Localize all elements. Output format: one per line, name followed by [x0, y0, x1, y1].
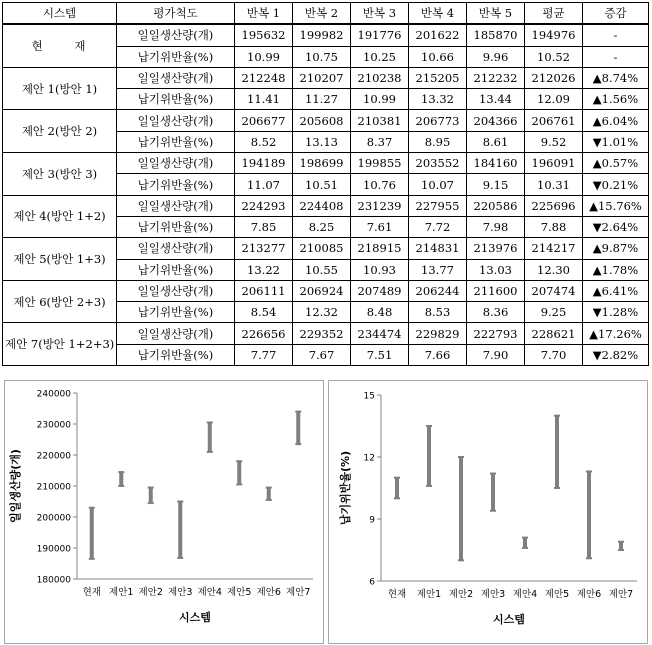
header-cell: 반복 3: [351, 3, 409, 25]
change-cell: ▲9.87%: [583, 238, 649, 259]
x-tick-label: 제안5: [227, 587, 252, 598]
change-cell: ▲17.26%: [583, 323, 649, 344]
value-cell: 10.99: [235, 46, 293, 67]
value-cell: 11.41: [235, 89, 293, 110]
value-cell: 10.99: [351, 89, 409, 110]
metric-cell: 납기위반율(%): [117, 216, 235, 237]
change-cell: ▲8.74%: [583, 67, 649, 88]
value-cell: 206773: [409, 110, 467, 131]
value-cell: 7.77: [235, 344, 293, 365]
value-cell: 234474: [351, 323, 409, 344]
value-cell: 7.66: [409, 344, 467, 365]
value-cell: 222793: [467, 323, 525, 344]
value-cell: 224293: [235, 195, 293, 216]
value-cell: 207489: [351, 280, 409, 301]
y-tick-label: 240000: [36, 389, 71, 400]
value-cell: 7.70: [525, 344, 583, 365]
header-cell: 반복 1: [235, 3, 293, 25]
value-cell: 226656: [235, 323, 293, 344]
table-row: [3, 110, 649, 131]
value-cell: 11.07: [235, 174, 293, 195]
value-cell: 8.54: [235, 302, 293, 323]
metric-cell: 납기위반율(%): [117, 344, 235, 365]
x-tick-label: 제안6: [576, 589, 602, 600]
x-tick-label: 제안7: [608, 589, 634, 600]
x-tick-label: 제안1: [109, 587, 134, 598]
value-cell: 10.75: [293, 46, 351, 67]
change-cell: ▲0.57%: [583, 153, 649, 174]
change-cell: -: [583, 46, 649, 67]
value-cell: 10.31: [525, 174, 583, 195]
value-cell: 210207: [293, 67, 351, 88]
value-cell: 206677: [235, 110, 293, 131]
change-cell: ▼2.82%: [583, 344, 649, 365]
value-cell: 231239: [351, 195, 409, 216]
value-cell: 194189: [235, 153, 293, 174]
metric-cell: 일일생산량(개): [117, 67, 235, 88]
y-tick-label: 210000: [36, 482, 71, 493]
value-cell: 212232: [467, 67, 525, 88]
y-tick-label: 180000: [36, 575, 71, 586]
value-cell: 13.22: [235, 259, 293, 280]
value-cell: 8.48: [351, 302, 409, 323]
value-cell: 11.27: [293, 89, 351, 110]
value-cell: 225696: [525, 195, 583, 216]
y-tick-label: 200000: [36, 513, 71, 524]
value-cell: 10.52: [525, 46, 583, 67]
value-cell: 184160: [467, 153, 525, 174]
x-tick-label: 제안6: [256, 587, 281, 598]
metric-cell: 납기위반율(%): [117, 131, 235, 152]
table-row: [3, 153, 649, 174]
value-cell: 8.36: [467, 302, 525, 323]
value-cell: 212026: [525, 67, 583, 88]
header-cell: 평가척도: [117, 3, 235, 25]
y-tick-label: 12: [363, 453, 375, 464]
x-tick-label: 제안4: [512, 589, 538, 600]
table-row: [3, 238, 649, 259]
y-tick-label: 230000: [36, 420, 71, 431]
y-tick-label: 9: [369, 515, 375, 526]
value-cell: 206761: [525, 110, 583, 131]
value-cell: 13.32: [409, 89, 467, 110]
value-cell: 7.72: [409, 216, 467, 237]
change-cell: ▲1.78%: [583, 259, 649, 280]
x-tick-label: 제안1: [416, 589, 442, 600]
y-axis-label: 납기위반율(%): [339, 450, 352, 526]
value-cell: 191776: [351, 24, 409, 46]
x-tick-label: 제안2: [138, 587, 163, 598]
value-cell: 8.53: [409, 302, 467, 323]
value-cell: 215205: [409, 67, 467, 88]
violation-chart-svg: [329, 381, 647, 643]
metric-cell: 납기위반율(%): [117, 89, 235, 110]
value-cell: 13.44: [467, 89, 525, 110]
value-cell: 10.66: [409, 46, 467, 67]
system-name-cell: 제안 1(방안 1): [3, 67, 117, 110]
value-cell: 12.32: [293, 302, 351, 323]
change-cell: ▼1.28%: [583, 302, 649, 323]
value-cell: 218915: [351, 238, 409, 259]
metric-cell: 일일생산량(개): [117, 110, 235, 131]
value-cell: 8.37: [351, 131, 409, 152]
value-cell: 228621: [525, 323, 583, 344]
value-cell: 213976: [467, 238, 525, 259]
x-tick-label: 현재: [387, 589, 407, 600]
value-cell: 10.07: [409, 174, 467, 195]
x-tick-label: 제안3: [480, 589, 506, 600]
value-cell: 7.61: [351, 216, 409, 237]
system-name-cell: 제안 4(방안 1+2): [3, 195, 117, 238]
y-axis-label: 일일생산량(개): [9, 449, 22, 523]
metric-cell: 납기위반율(%): [117, 302, 235, 323]
x-tick-label: 제안7: [286, 587, 311, 598]
value-cell: 8.61: [467, 131, 525, 152]
value-cell: 198699: [293, 153, 351, 174]
y-tick-label: 15: [363, 391, 375, 402]
metric-cell: 일일생산량(개): [117, 323, 235, 344]
header-cell: 평균: [525, 3, 583, 25]
value-cell: 7.98: [467, 216, 525, 237]
value-cell: 8.52: [235, 131, 293, 152]
system-name-cell: 제안 3(방안 3): [3, 153, 117, 196]
value-cell: 9.52: [525, 131, 583, 152]
value-cell: 194976: [525, 24, 583, 46]
header-cell: 증감: [583, 3, 649, 25]
value-cell: 210238: [351, 67, 409, 88]
value-cell: 7.88: [525, 216, 583, 237]
value-cell: 13.77: [409, 259, 467, 280]
value-cell: 206111: [235, 280, 293, 301]
value-cell: 214217: [525, 238, 583, 259]
table-row: [3, 323, 649, 344]
y-tick-label: 190000: [36, 544, 71, 555]
value-cell: 210381: [351, 110, 409, 131]
value-cell: 206924: [293, 280, 351, 301]
value-cell: 220586: [467, 195, 525, 216]
header-cell: 시스템: [3, 3, 117, 25]
x-tick-label: 제안2: [448, 589, 474, 600]
metric-cell: 납기위반율(%): [117, 46, 235, 67]
value-cell: 12.30: [525, 259, 583, 280]
change-cell: ▼1.01%: [583, 131, 649, 152]
change-cell: ▲1.56%: [583, 89, 649, 110]
value-cell: 229829: [409, 323, 467, 344]
value-cell: 204366: [467, 110, 525, 131]
value-cell: 213277: [235, 238, 293, 259]
value-cell: 10.76: [351, 174, 409, 195]
value-cell: 185870: [467, 24, 525, 46]
system-name-cell: 제안 5(방안 1+3): [3, 238, 117, 281]
change-cell: ▼0.21%: [583, 174, 649, 195]
x-tick-label: 제안3: [168, 587, 193, 598]
change-cell: -: [583, 24, 649, 46]
metric-cell: 일일생산량(개): [117, 24, 235, 46]
value-cell: 7.85: [235, 216, 293, 237]
change-cell: ▼2.64%: [583, 216, 649, 237]
value-cell: 196091: [525, 153, 583, 174]
value-cell: 9.96: [467, 46, 525, 67]
table-row: [3, 67, 649, 88]
value-cell: 10.93: [351, 259, 409, 280]
table-header-row: [3, 3, 649, 25]
value-cell: 201622: [409, 24, 467, 46]
change-cell: ▲15.76%: [583, 195, 649, 216]
metric-cell: 일일생산량(개): [117, 238, 235, 259]
value-cell: 212248: [235, 67, 293, 88]
value-cell: 211600: [467, 280, 525, 301]
value-cell: 7.67: [293, 344, 351, 365]
x-tick-label: 제안4: [197, 587, 222, 598]
table-row: [3, 195, 649, 216]
value-cell: 8.25: [293, 216, 351, 237]
table-row: [3, 24, 649, 46]
results-table: [2, 2, 649, 366]
value-cell: 9.25: [525, 302, 583, 323]
y-tick-label: 220000: [36, 451, 71, 462]
header-cell: 반복 2: [293, 3, 351, 25]
value-cell: 10.25: [351, 46, 409, 67]
value-cell: 214831: [409, 238, 467, 259]
value-cell: 199855: [351, 153, 409, 174]
change-cell: ▲6.41%: [583, 280, 649, 301]
value-cell: 10.55: [293, 259, 351, 280]
value-cell: 8.95: [409, 131, 467, 152]
violation-range-chart: [328, 380, 648, 644]
metric-cell: 납기위반율(%): [117, 174, 235, 195]
system-name-cell: 제안 6(방안 2+3): [3, 280, 117, 323]
system-name-cell: 제안 2(방안 2): [3, 110, 117, 153]
x-tick-label: 제안5: [544, 589, 570, 600]
metric-cell: 일일생산량(개): [117, 195, 235, 216]
table-row: [3, 280, 649, 301]
value-cell: 7.51: [351, 344, 409, 365]
change-cell: ▲6.04%: [583, 110, 649, 131]
value-cell: 207474: [525, 280, 583, 301]
value-cell: 12.09: [525, 89, 583, 110]
y-tick-label: 6: [369, 577, 375, 588]
value-cell: 195632: [235, 24, 293, 46]
header-cell: 반복 5: [467, 3, 525, 25]
metric-cell: 일일생산량(개): [117, 153, 235, 174]
value-cell: 10.51: [293, 174, 351, 195]
value-cell: 199982: [293, 24, 351, 46]
metric-cell: 일일생산량(개): [117, 280, 235, 301]
value-cell: 210085: [293, 238, 351, 259]
value-cell: 206244: [409, 280, 467, 301]
value-cell: 13.03: [467, 259, 525, 280]
system-name-cell: 현 재: [3, 24, 117, 67]
value-cell: 227955: [409, 195, 467, 216]
header-cell: 반복 4: [409, 3, 467, 25]
value-cell: 224408: [293, 195, 351, 216]
x-axis-label: 시스템: [493, 613, 525, 626]
production-range-chart: [4, 380, 324, 644]
production-chart-svg: [5, 381, 323, 643]
value-cell: 205608: [293, 110, 351, 131]
value-cell: 9.15: [467, 174, 525, 195]
value-cell: 203552: [409, 153, 467, 174]
value-cell: 229352: [293, 323, 351, 344]
metric-cell: 납기위반율(%): [117, 259, 235, 280]
value-cell: 7.90: [467, 344, 525, 365]
system-name-cell: 제안 7(방안 1+2+3): [3, 323, 117, 366]
x-axis-label: 시스템: [179, 611, 211, 624]
value-cell: 13.13: [293, 131, 351, 152]
x-tick-label: 현재: [82, 587, 101, 598]
